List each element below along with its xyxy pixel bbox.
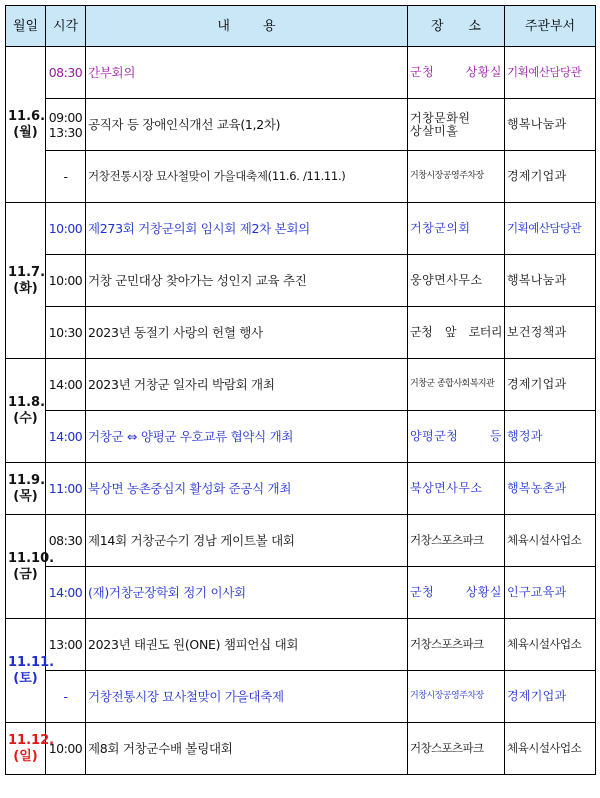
date-cell: 11.9. (목): [6, 463, 46, 515]
schedule-sheet: [5, 5, 596, 775]
dept-cell: 행정과: [505, 411, 596, 463]
dept-cell: 체육시설사업소: [505, 723, 596, 775]
time-cell: 14:00: [46, 359, 86, 411]
place-cell: 군청 상황실: [408, 47, 505, 99]
content-cell: 거창전통시장 묘사철맞이 가을대축제: [86, 671, 408, 723]
place-cell: 거창군의회: [408, 203, 505, 255]
dept-cell: 행복농촌과: [505, 463, 596, 515]
header-content: 내 용: [86, 6, 408, 47]
time-cell: -: [46, 151, 86, 203]
header-row: [6, 6, 596, 47]
table-row: [6, 671, 596, 723]
date-cell: 11.10. (금): [6, 515, 46, 619]
dept-cell: 행복나눔과: [505, 255, 596, 307]
place-cell: 거창스포츠파크: [408, 619, 505, 671]
place-cell: 북상면사무소: [408, 463, 505, 515]
content-cell: 2023년 동절기 사랑의 헌혈 행사: [86, 307, 408, 359]
time-cell: 10:00: [46, 203, 86, 255]
time-cell: 14:00: [46, 567, 86, 619]
content-cell: 북상면 농촌중심지 활성화 준공식 개최: [86, 463, 408, 515]
content-cell: 제14회 거창군수기 경남 게이트볼 대회: [86, 515, 408, 567]
content-cell: 거창군 ⇔ 양평군 우호교류 협약식 개최: [86, 411, 408, 463]
table-row: [6, 255, 596, 307]
time-cell: 08:30: [46, 515, 86, 567]
dept-cell: 행복나눔과: [505, 99, 596, 151]
table-row: [6, 307, 596, 359]
table-row: [6, 619, 596, 671]
dept-cell: 기획예산담당관: [505, 203, 596, 255]
content-cell: 거창 군민대상 찾아가는 성인지 교육 추진: [86, 255, 408, 307]
place-cell: 양평군청 등: [408, 411, 505, 463]
content-cell: 공직자 등 장애인식개선 교육(1,2차): [86, 99, 408, 151]
table-row: [6, 203, 596, 255]
dept-cell: 경제기업과: [505, 671, 596, 723]
table-row: [6, 567, 596, 619]
table-row: [6, 151, 596, 203]
date-cell: 11.6. (월): [6, 47, 46, 203]
place-cell: 거창군 종합사회복지관: [408, 359, 505, 411]
dept-cell: 경제기업과: [505, 151, 596, 203]
content-cell: 2023년 거창군 일자리 박람회 개최: [86, 359, 408, 411]
date-cell: 11.8. (수): [6, 359, 46, 463]
dept-cell: 보건정책과: [505, 307, 596, 359]
time-cell: 09:00 13:30: [46, 99, 86, 151]
content-cell: 거창전통시장 묘사철맞이 가을대축제(11.6. /11.11.): [86, 151, 408, 203]
place-cell: 군청 상황실: [408, 567, 505, 619]
table-row: [6, 411, 596, 463]
time-cell: 08:30: [46, 47, 86, 99]
date-cell: 11.12. (일): [6, 723, 46, 775]
time-cell: 10:30: [46, 307, 86, 359]
table-row: [6, 723, 596, 775]
content-cell: 제8회 거창군수배 볼링대회: [86, 723, 408, 775]
header-time: 시각: [46, 6, 86, 47]
date-cell: 11.7. (화): [6, 203, 46, 359]
time-cell: 13:00: [46, 619, 86, 671]
content-cell: 제273회 거창군의회 임시회 제2차 본회의: [86, 203, 408, 255]
table-row: [6, 463, 596, 515]
place-cell: 거창스포츠파크: [408, 515, 505, 567]
header-place: 장 소: [408, 6, 505, 47]
time-cell: -: [46, 671, 86, 723]
time-cell: 14:00: [46, 411, 86, 463]
place-cell: 거창문화원 상살미홀: [408, 99, 505, 151]
table-row: [6, 359, 596, 411]
content-cell: 2023년 태권도 원(ONE) 챔피언십 대회: [86, 619, 408, 671]
place-cell: 군청 앞 로터리: [408, 307, 505, 359]
time-cell: 10:00: [46, 255, 86, 307]
place-cell: 거창시장공영주차장: [408, 671, 505, 723]
weekly-schedule-table: [5, 5, 596, 775]
place-cell: 거창시장공영주차장: [408, 151, 505, 203]
table-row: [6, 515, 596, 567]
header-date: 월일: [6, 6, 46, 47]
time-cell: 11:00: [46, 463, 86, 515]
place-cell: 거창스포츠파크: [408, 723, 505, 775]
table-row: [6, 99, 596, 151]
dept-cell: 기획예산담당관: [505, 47, 596, 99]
header-dept: 주관부서: [505, 6, 596, 47]
dept-cell: 체육시설사업소: [505, 619, 596, 671]
date-cell: 11.11. (토): [6, 619, 46, 723]
dept-cell: 경제기업과: [505, 359, 596, 411]
place-cell: 웅양면사무소: [408, 255, 505, 307]
time-cell: 10:00: [46, 723, 86, 775]
dept-cell: 인구교육과: [505, 567, 596, 619]
dept-cell: 체육시설사업소: [505, 515, 596, 567]
table-row: [6, 47, 596, 99]
content-cell: (재)거창군장학회 정기 이사회: [86, 567, 408, 619]
content-cell: 간부회의: [86, 47, 408, 99]
